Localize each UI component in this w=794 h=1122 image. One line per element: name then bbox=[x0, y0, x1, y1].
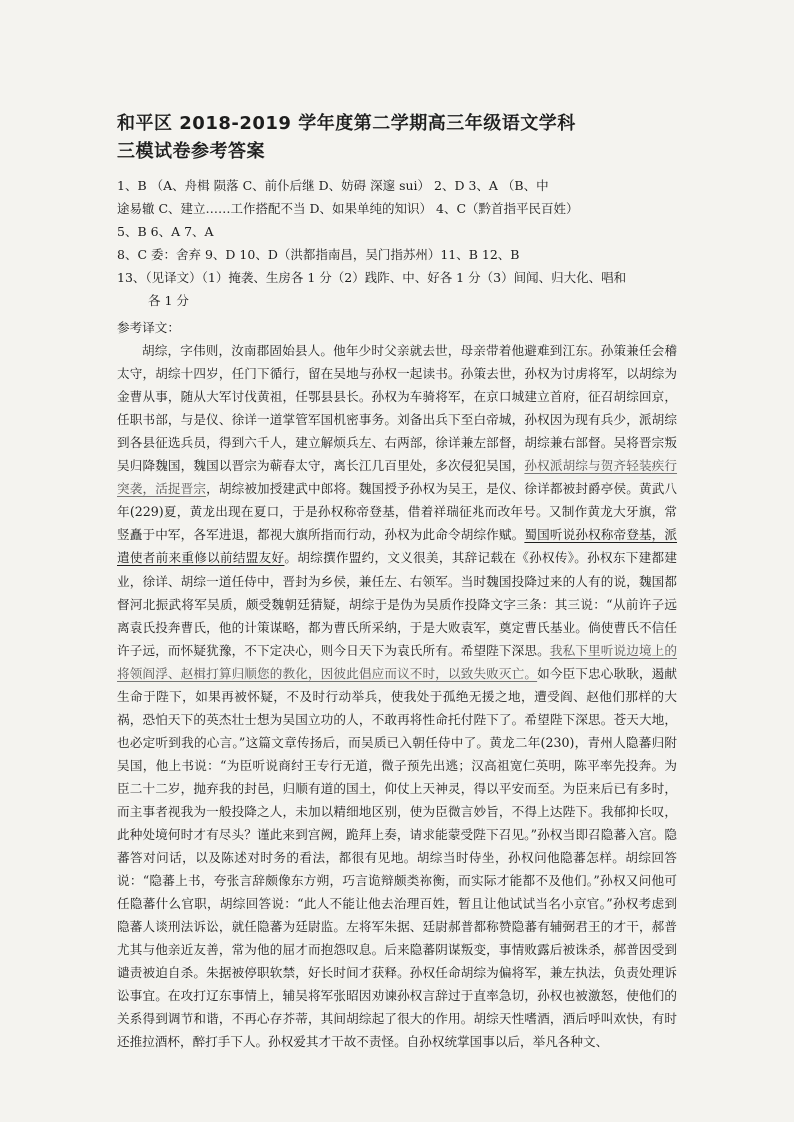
translation-paragraph bbox=[117, 339, 677, 1053]
underlined-phrase-3: 我私下里听说边境上的将领阎浮、赵楫打算归顺您的教化，因彼此倡应而议不时，以致失败灭亡。 bbox=[117, 642, 678, 681]
answer-line-5: 13、（见译文）（1）掩袭、生房各 1 分（2）践阼、中、好各 1 分（3）间闻、归大化、唱和 bbox=[117, 270, 627, 285]
answer-list bbox=[117, 174, 677, 312]
title-line-2: 三模试卷参考答案 bbox=[117, 141, 265, 162]
answer-line-4: 8、C 委：舍弃 9、D 10、D（洪都指南昌，吴门指苏州）11、B 12、B bbox=[117, 247, 520, 262]
answer-line-1: 1、B （A、舟楫 陨落 C、前仆后继 D、妨碍 深邃 sui） 2、D 3、A （B、中 bbox=[117, 178, 549, 193]
answer-line-2: 途易辙 C、建立……工作搭配不当 D、如果单纯的知识） 4、C（黔首指平民百姓） bbox=[117, 201, 579, 216]
title-line-1: 和平区 2018-2019 学年度第二学期高三年级语文学科 bbox=[117, 113, 576, 134]
translation-text-d: 如今臣下忠心耿耿，遏献生命于陛下，如果再被怀疑，不及时行动举兵，使我处于孤绝无援之地，遭受阎、赵他们那样的大祸，恐怕天下的英杰壮士想为吴国立功的人，不敢再将性命托付陛下了。希望陛下深思。苍天大地，也必定听到我的心言。”这篇文章传扬后，而吴质已入朝任侍中了。黄龙二年(230)，青州人隐蕃归附吴国，他上书说：“为臣听说商纣王专行无道，微子预先出逃；汉高祖宽仁英明，陈平率先投奔。为臣二十二岁，抛弃我的封邑，归顺有道的国土，仰仗上天神灵，得以平安而至。为臣来后已有多时，而主事者视我为一般投降之人，未加以精细地区别，使为臣微言妙旨，不得上达陛下。我郁抑长叹，此种处境何时才有尽头？谨此来到宫阙，跪拜上奏，请求能蒙受陛下召见。”孙权当即召隐蕃入宫。隐蕃答对问话，以及陈述对时务的看法，都很有见地。胡综当时侍坐，孙权问他隐蕃怎样。胡综回答说：“隐蕃上书，夸张言辞颇像东方朔，巧言诡辩颇类祢衡，而实际才能都不及他们。”孙权又问他可任隐蕃什么官职，胡综回答说：“此人不能让他去治理百姓，暂且让他试试当名小京官。”孙权考虑到隐蕃人谈刑法诉讼，就任隐蕃为廷尉监。左将军朱据、廷尉郝普都称赞隐蕃有辅弼君王的才干，郝普尤其与他亲近友善，常为他的屈才而抱怨叹息。后来隐蕃阴谋叛变，事情败露后被诛杀，郝普因受到谴责被迫自杀。朱据被停职软禁，好长时间才获释。孙权任命胡综为偏将军，兼左执法，负责处理诉讼事宜。在攻打辽东事情上，辅吴将军张昭因劝谏孙权言辞过于直率急切，孙权也被激怒，使他们的关系得到调节和谐，不再心存芥蒂，其间胡综起了很大的作用。胡综天性嗜酒，酒后呼叫欢快，有时还推拉酒杯，醉打手下人。孙权爱其才干故不责怪。自孙权统掌国事以后，举凡各种文、 bbox=[117, 665, 678, 1050]
translation-text-a: 胡综，字伟则，汝南郡固始县人。他年少时父亲就去世，母亲带着他避难到江东。孙策兼任会稽太守，胡综十四岁，任门下循行，留在吴地与孙权一起读书。孙策去世，孙权为讨虏将军，以胡综为金曹从事，随从大军讨伐黄祖，任鄂县县长。孙权为车骑将军，在京口城建立首府，征召胡综回京，任职书部，与是仪、徐详一道掌管军国机密事务。刘备出兵下至白帝城，孙权因为现有兵少，派胡综到各县征选兵员，得到六千人，建立解烦兵左、右两部，徐详兼左部督，胡综兼右部督。吴将晋宗叛吴归降魏国，魏国以晋宗为蕲春太守，离长江几百里处，多次侵犯吴国， bbox=[117, 343, 677, 474]
translation-section bbox=[117, 316, 677, 1054]
underlined-phrase-2: 蜀国听说孙权称帝登基，派遣使者前来重修以前结盟友好 bbox=[117, 527, 678, 566]
underlined-phrase-1: 孙权派胡综与贺齐轻装疾行突袭，活捉晋宗 bbox=[117, 458, 678, 497]
answer-line-6: 各 1 分 bbox=[148, 293, 189, 308]
answer-line-3: 5、B 6、A 7、A bbox=[117, 224, 214, 239]
translation-text-c: 。胡综撰作盟约，文义很美，其辞记载在《孙权传》。孙权东下建都建业，徐详、胡综一道任侍中，晋封为乡侯，兼任左、右领军。当时魏国投降过来的人有的说，魏国都督河北振武将军吴质，颇受魏朝廷猜疑，胡综于是伪为吴质作投降文字三条：其三说：“从前许子远离袁氏投奔曹氏，他的计策谋略，都为曹氏所采纳，于是大败袁军，奠定曹氏基业。倘使曹氏不信任许子远，而怀疑犹豫，不下定决心，则今日天下为袁氏所有。希望陛下深思。 bbox=[117, 550, 678, 658]
translation-label: 参考译文： bbox=[117, 320, 180, 335]
translation-text-b: ，胡综被加授建武中郎将。魏国授予孙权为吴王，是仪、徐详都被封爵亭侯。黄武八年(229)夏，黄龙出现在夏口，于是孙权称帝登基，借着祥瑞征兆而改年号。又制作黄龙大牙旗，常竖矗于中军，各军进退，都视大旗所指而行动，孙权为此命令胡综作赋。 bbox=[117, 481, 678, 543]
document-title bbox=[117, 110, 576, 166]
